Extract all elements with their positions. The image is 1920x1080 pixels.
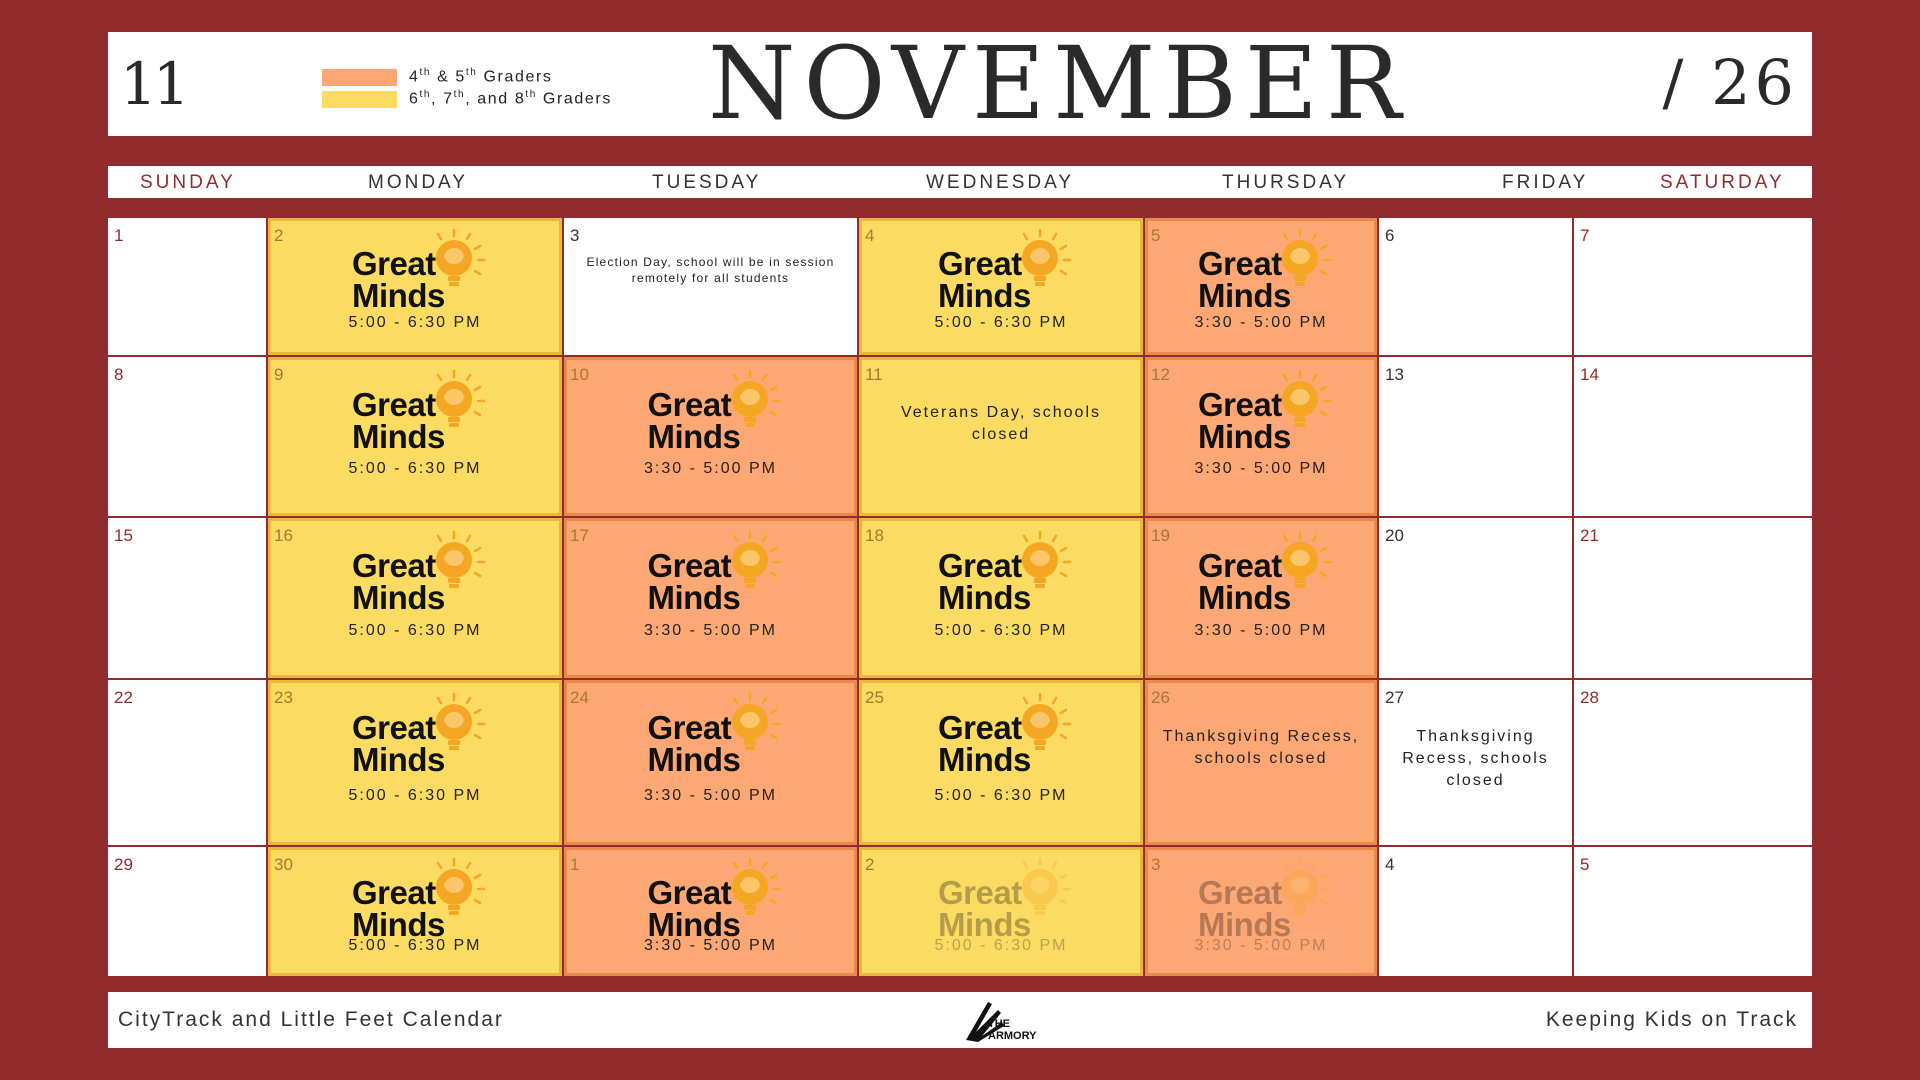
weekday-tuesday: TUESDAY — [652, 172, 762, 193]
day-number: 3 — [1151, 855, 1161, 874]
great-minds-logo-text: Great Minds — [1198, 245, 1291, 314]
great-minds-logo-text: Great Minds — [938, 874, 1031, 943]
session-time: 5:00 - 6:30 PM — [934, 622, 1068, 639]
day-cell[interactable] — [1379, 847, 1572, 976]
day-number: 6 — [1385, 226, 1395, 245]
day-cell[interactable] — [1145, 847, 1377, 976]
day-number: 11 — [865, 365, 883, 384]
day-number: 21 — [1580, 526, 1599, 545]
day-cell[interactable] — [268, 680, 562, 845]
session-time: 5:00 - 6:30 PM — [934, 937, 1068, 954]
day-cell[interactable] — [564, 357, 857, 516]
day-cell[interactable] — [1574, 357, 1812, 516]
great-minds-logo-text: Great Minds — [352, 386, 445, 455]
day-number: 27 — [1385, 688, 1404, 707]
day-number: 17 — [570, 526, 589, 545]
great-minds-logo — [1176, 367, 1346, 455]
day-number: 4 — [1385, 855, 1395, 874]
session-time: 3:30 - 5:00 PM — [1194, 314, 1328, 331]
day-cell[interactable] — [1145, 218, 1377, 355]
great-minds-logo-text: Great Minds — [647, 547, 741, 616]
day-cell[interactable] — [108, 218, 266, 355]
great-minds-logo-text: Great Minds — [1198, 386, 1291, 455]
day-cell[interactable] — [108, 518, 266, 678]
great-minds-logo-text: Great Minds — [647, 386, 741, 455]
great-minds-logo — [1176, 226, 1346, 314]
session-time: 3:30 - 5:00 PM — [644, 937, 777, 954]
day-cell[interactable] — [108, 847, 266, 976]
great-minds-logo-text: Great Minds — [352, 547, 445, 616]
day-number: 5 — [1580, 855, 1590, 874]
great-minds-logo-text: Great Minds — [1198, 547, 1291, 616]
day-number: 15 — [114, 526, 133, 545]
great-minds-logo — [626, 690, 796, 778]
day-number: 18 — [865, 526, 884, 545]
day-cell[interactable] — [1379, 680, 1572, 845]
legend-label: 4th & 5th Graders — [409, 67, 553, 86]
day-number: 23 — [274, 688, 293, 707]
day-number: 2 — [274, 226, 284, 245]
session-time: 5:00 - 6:30 PM — [934, 787, 1068, 804]
calendar-footer — [108, 992, 1812, 1048]
day-cell[interactable] — [1379, 218, 1572, 355]
session-time: 5:00 - 6:30 PM — [348, 787, 482, 804]
day-number: 3 — [570, 226, 580, 245]
day-number: 1 — [570, 855, 580, 874]
session-time: 3:30 - 5:00 PM — [644, 460, 777, 477]
great-minds-logo — [330, 367, 500, 455]
great-minds-logo-text: Great Minds — [352, 709, 445, 778]
day-cell[interactable] — [1145, 357, 1377, 516]
session-time: 3:30 - 5:00 PM — [644, 622, 777, 639]
footer-slogan: Keeping Kids on Track — [1545, 1008, 1798, 1031]
day-number: 30 — [274, 855, 293, 874]
footer-title: CityTrack and Little Feet Calendar — [118, 1008, 504, 1031]
armory-logo-text — [988, 1018, 1036, 1042]
day-cell[interactable] — [1379, 357, 1572, 516]
day-number: 4 — [865, 226, 875, 245]
great-minds-logo — [916, 226, 1086, 314]
day-cell[interactable] — [859, 847, 1143, 976]
day-cell[interactable] — [564, 218, 857, 355]
day-cell[interactable] — [564, 680, 857, 845]
weekday-sunday: SUNDAY — [140, 172, 236, 193]
weekday-thursday: THURSDAY — [1222, 172, 1350, 193]
day-cell[interactable] — [268, 357, 562, 516]
year-label: / 26 — [1662, 46, 1798, 119]
great-minds-logo-text: Great Minds — [352, 874, 445, 943]
great-minds-logo-text: Great Minds — [938, 245, 1031, 314]
day-number: 20 — [1385, 526, 1404, 545]
day-number: 28 — [1580, 688, 1599, 707]
day-number: 22 — [114, 688, 133, 707]
session-time: 3:30 - 5:00 PM — [1194, 460, 1328, 477]
day-note: Election Day, school will be in session remotely for all students — [586, 255, 835, 285]
day-number: 29 — [114, 855, 133, 874]
armory-logo — [958, 996, 1048, 1046]
session-time: 3:30 - 5:00 PM — [644, 787, 777, 804]
month-title: NOVEMBER — [708, 25, 1410, 142]
day-number: 5 — [1151, 226, 1161, 245]
great-minds-logo — [1176, 528, 1346, 616]
day-cell[interactable] — [268, 518, 562, 678]
day-number: 2 — [865, 855, 875, 874]
day-cell[interactable] — [859, 518, 1143, 678]
session-time: 5:00 - 6:30 PM — [348, 314, 482, 331]
day-cell[interactable] — [859, 218, 1143, 355]
day-number: 25 — [865, 688, 884, 707]
day-cell[interactable] — [564, 518, 857, 678]
month-number: 11 — [120, 50, 186, 118]
day-number: 12 — [1151, 365, 1170, 384]
day-cell[interactable] — [1145, 680, 1377, 845]
day-note: Thanksgiving Recess, schools closed — [1402, 728, 1549, 789]
day-cell[interactable] — [1379, 518, 1572, 678]
weekday-monday: MONDAY — [368, 172, 468, 193]
day-number: 7 — [1580, 226, 1590, 245]
great-minds-logo-text: Great Minds — [647, 709, 741, 778]
day-number: 26 — [1151, 688, 1170, 707]
day-note: Thanksgiving Recess, schools closed — [1162, 728, 1360, 767]
day-cell[interactable] — [859, 357, 1143, 516]
day-cell[interactable] — [268, 847, 562, 976]
day-cell[interactable] — [564, 847, 857, 976]
day-cell[interactable] — [1145, 518, 1377, 678]
great-minds-logo-text: Great Minds — [352, 245, 445, 314]
great-minds-logo — [330, 226, 500, 314]
day-cell[interactable] — [268, 218, 562, 355]
weekday-saturday: SATURDAY — [1660, 172, 1785, 193]
legend-label: 6th, 7th, and 8th Graders — [409, 89, 612, 108]
great-minds-logo-text: Great Minds — [647, 874, 741, 943]
session-time: 3:30 - 5:00 PM — [1194, 622, 1328, 639]
day-cell[interactable] — [1574, 518, 1812, 678]
day-cell[interactable] — [1574, 218, 1812, 355]
day-number: 19 — [1151, 526, 1170, 545]
great-minds-logo — [916, 690, 1086, 778]
day-number: 16 — [274, 526, 293, 545]
session-time: 3:30 - 5:00 PM — [1194, 937, 1328, 954]
brand-line-2: ARMORY — [988, 1030, 1037, 1042]
day-cell[interactable] — [108, 357, 266, 516]
brand-line-1: THE — [988, 1018, 1010, 1030]
great-minds-logo — [1176, 855, 1346, 943]
day-cell[interactable] — [1574, 680, 1812, 845]
great-minds-logo-text: Great Minds — [938, 709, 1031, 778]
day-number: 8 — [114, 365, 124, 384]
day-number: 13 — [1385, 365, 1404, 384]
great-minds-logo — [626, 528, 796, 616]
great-minds-logo — [626, 367, 796, 455]
day-cell[interactable] — [108, 680, 266, 845]
day-number: 14 — [1580, 365, 1599, 384]
great-minds-logo — [330, 855, 500, 943]
great-minds-logo-text: Great Minds — [1198, 874, 1291, 943]
day-number: 10 — [570, 365, 589, 384]
day-cell[interactable] — [1574, 847, 1812, 976]
day-number: 9 — [274, 365, 284, 384]
great-minds-logo — [330, 690, 500, 778]
day-number: 24 — [570, 688, 589, 707]
great-minds-logo — [330, 528, 500, 616]
great-minds-logo — [916, 528, 1086, 616]
day-note: Veterans Day, schools closed — [900, 404, 1101, 443]
session-time: 5:00 - 6:30 PM — [348, 937, 482, 954]
weekday-friday: FRIDAY — [1502, 172, 1589, 193]
day-cell[interactable] — [859, 680, 1143, 845]
day-number: 1 — [114, 226, 124, 245]
great-minds-logo — [916, 855, 1086, 943]
great-minds-logo — [626, 855, 796, 943]
great-minds-logo-text: Great Minds — [938, 547, 1031, 616]
weekday-wednesday: WEDNESDAY — [926, 172, 1075, 193]
session-time: 5:00 - 6:30 PM — [348, 460, 482, 477]
session-time: 5:00 - 6:30 PM — [348, 622, 482, 639]
session-time: 5:00 - 6:30 PM — [934, 314, 1068, 331]
